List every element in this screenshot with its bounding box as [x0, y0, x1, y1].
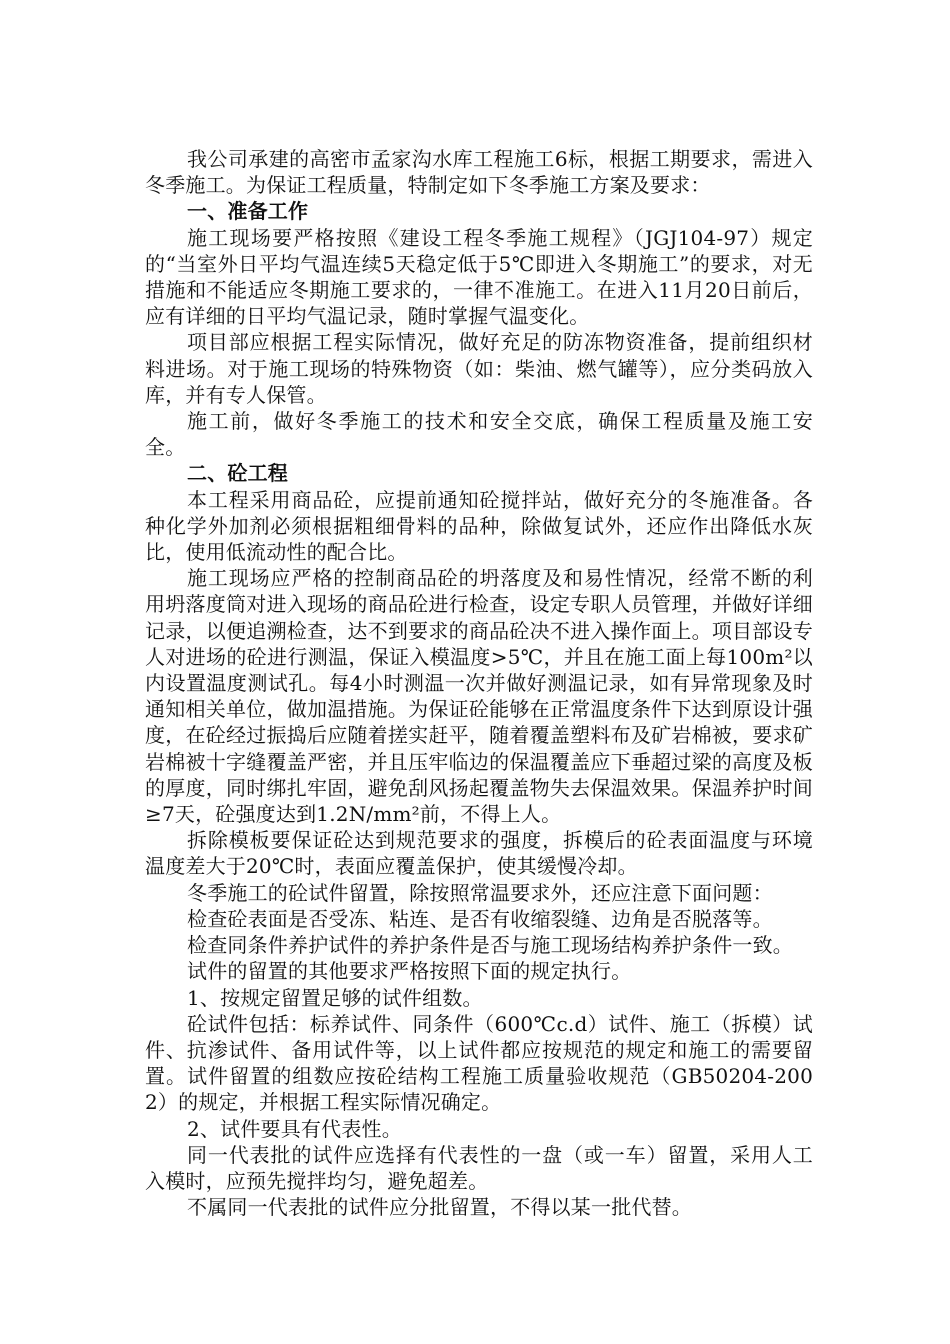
paragraph-specimen-types: 砼试件包括：标养试件、同条件（600℃c.d）试件、施工（拆模）试件、抗渗试件、备用试件等，以上试件都应按规范的规定和施工的需要留置。试件留置的组数应按砼结构工程施工质量验收规范（GB50204-2002）的规定，并根据工程实际情况确定。: [145, 1011, 813, 1115]
document-page: [145, 146, 813, 1220]
paragraph-representative-batch: 同一代表批的试件应选择有代表性的一盘（或一车）留置，采用人工入模时，应预先搅拌均匀，避免超差。: [145, 1142, 813, 1193]
paragraph-materials: 项目部应根据工程实际情况，做好充足的防冻物资准备，提前组织材料进场。对于施工现场的特殊物资（如：柴油、燃气罐等），应分类码放入库，并有专人保管。: [145, 330, 813, 407]
list-item-1: 1、按规定留置足够的试件组数。: [187, 985, 483, 1010]
section-heading-concrete: 二、砼工程: [187, 461, 288, 486]
paragraph-slump-control: 施工现场应严格的控制商品砼的坍落度及和易性情况，经常不断的利用坍落度筒对进入现场的商品砼进行检查，设定专职人员管理，并做好详细记录，以便追溯检查，达不到要求的商品砼决不进入操作面上。项目部设专人对进场的砼进行测温，保证入模温度>5℃，并且在施工面上每100m²以内设置温度测试孔。每4小时测温一次并做好测温记录，如有异常现象及时通知相关单位，做加温措施。为保证砼能够在正常温度条件下达到原设计强度，在砼经过振捣后应随着搓实赶平，随着覆盖塑料布及矿岩棉被，要求矿岩棉被十字缝覆盖严密，并且压牢临边的保温覆盖应下垂超过梁的高度及板的厚度，同时绑扎牢固，避免刮风扬起覆盖物失去保温效果。保温养护时间≥7天，砼强度达到1.2N/mm²前，不得上人。: [145, 566, 813, 827]
paragraph-formwork-removal: 拆除模板要保证砼达到规范要求的强度，拆模后的砼表面温度与环境温度差大于20℃时，表面应覆盖保护，使其缓慢冷却。: [145, 828, 813, 879]
list-item-2: 2、试件要具有代表性。: [187, 1116, 402, 1141]
section-heading-preparation: 一、准备工作: [187, 199, 309, 224]
paragraph-other-requirements: 试件的留置的其他要求严格按照下面的规定执行。: [187, 959, 632, 984]
paragraph-briefing: 施工前，做好冬季施工的技术和安全交底，确保工程质量及施工安全。: [145, 409, 813, 460]
paragraph-surface-check: 检查砼表面是否受冻、粘连、是否有收缩裂缝、边角是否脱落等。: [187, 906, 773, 931]
paragraph-intro: 我公司承建的高密市孟家沟水库工程施工6标，根据工期要求，需进入冬季施工。为保证工程质量，特制定如下冬季施工方案及要求：: [145, 147, 813, 198]
paragraph-specimen-intro: 冬季施工的砼试件留置，除按照常温要求外，还应注意下面问题：: [187, 880, 773, 905]
paragraph-separate-batches: 不属同一代表批的试件应分批留置，不得以某一批代替。: [187, 1195, 692, 1220]
paragraph-curing-check: 检查同条件养护试件的养护条件是否与施工现场结构养护条件一致。: [187, 933, 793, 958]
paragraph-commercial-concrete: 本工程采用商品砼，应提前通知砼搅拌站，做好充分的冬施准备。各种化学外加剂必须根据粗细骨料的品种，除做复试外，还应作出降低水灰比，使用低流动性的配合比。: [145, 487, 813, 565]
paragraph-regulation: 施工现场要严格按照《建设工程冬季施工规程》（JGJ104-97）规定的“当室外日平均气温连续5天稳定低于5℃即进入冬期施工”的要求，对无措施和不能适应冬期施工要求的，一律不准施工。在进入11月20日前后，应有详细的日平均气温记录，随时掌握气温变化。: [145, 225, 813, 329]
